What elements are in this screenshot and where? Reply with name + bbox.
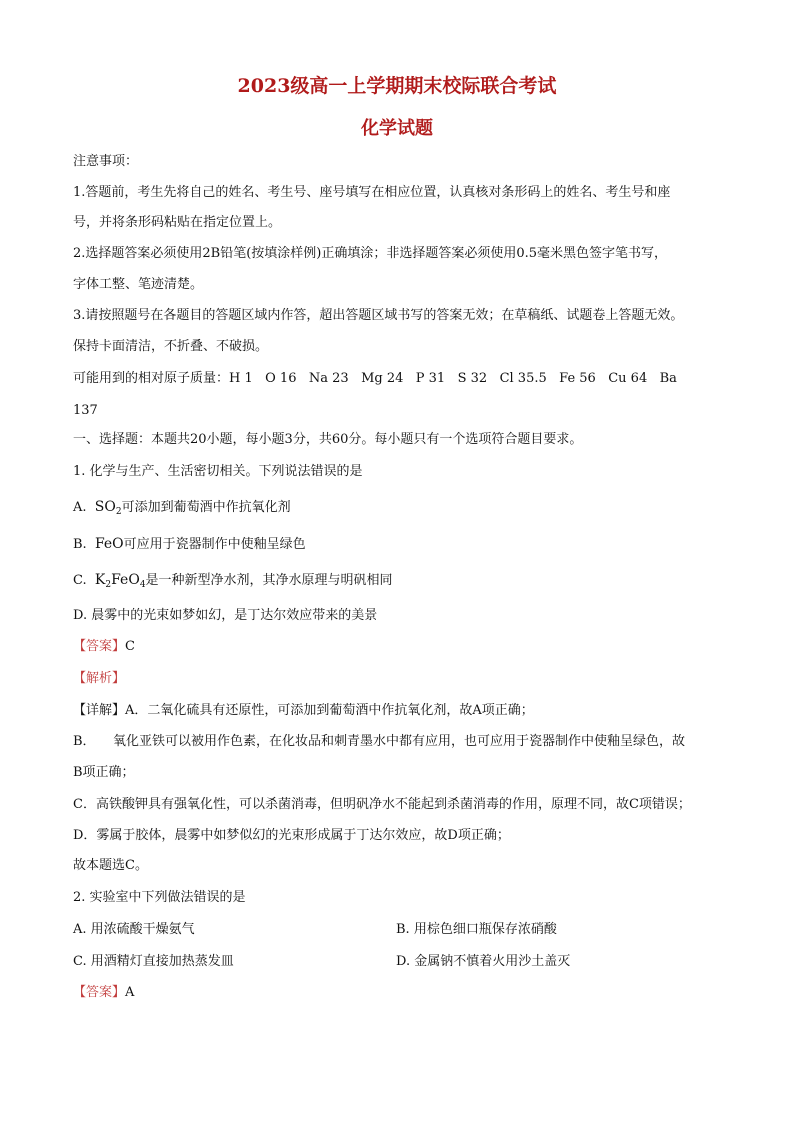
q1-option-a <box>73 498 723 521</box>
q1-detail-d: D．雾属于胶体，晨雾中如梦似幻的光束形成属于丁达尔效应，故D项正确； <box>73 828 510 843</box>
notes-heading: 注意事项： <box>73 154 139 169</box>
q2-option-d: D. 金属钠不慎着火用沙土盖灭 <box>396 954 571 969</box>
answer-value: C <box>125 639 135 654</box>
answer-label: 【答案】 <box>73 985 126 1000</box>
formula-subscript: 2 <box>115 507 122 517</box>
option-text: 是一种新型净水剂，其净水原理与明矾相同 <box>145 573 393 588</box>
section-1-heading: 一、选择题：本题共20小题，每小题3分，共60分。每小题只有一个选项符合题目要求。 <box>73 432 583 447</box>
formula-k2feo4 <box>95 572 146 588</box>
option-text: 可添加到葡萄酒中作抗氧化剂 <box>121 500 291 515</box>
option-text: 可应用于瓷器制作中使釉呈绿色 <box>123 537 306 552</box>
analysis-label: 【解析】 <box>73 671 126 686</box>
formula-o-subscript: 4 <box>139 580 146 590</box>
detail-b-label: B． <box>73 734 96 749</box>
option-prefix: B. <box>73 537 95 552</box>
note-2-line-b: 字体工整、笔迹清楚。 <box>73 277 204 292</box>
detail-text: 氧化亚铁可以被用作色素，在化妆品和刺青墨水中都有应用，也可应用于瓷器制作中使釉呈绿色，故 <box>113 734 686 749</box>
detail-label: 【详解】 <box>73 703 126 718</box>
formula-feo: FeO <box>94 536 124 552</box>
q1-option-c <box>73 571 723 594</box>
q1-conclusion: 故本题选C。 <box>73 858 148 873</box>
formula-feo: FeO <box>111 572 140 588</box>
formula-k: K <box>94 572 106 588</box>
q2-options-row-1 <box>73 921 723 939</box>
q1-detail-a <box>73 702 723 720</box>
note-3-line-a: 3.请按照题号在各题目的答题区域内作答，超出答题区域书写的答案无效；在草稿纸、试题卷上答题无效。 <box>73 308 684 323</box>
q2-option-b: B. 用棕色细口瓶保存浓硝酸 <box>396 922 557 937</box>
note-3-line-b: 保持卡面清洁，不折叠、不破损。 <box>73 339 269 354</box>
q2-answer <box>73 984 723 1002</box>
atomic-mass-line-a: 可能用到的相对原子质量：H 1 O 16 Na 23 Mg 24 P 31 S 32 Cl 35.5 Fe 56 Cu 64 Ba <box>73 371 677 386</box>
answer-value: A <box>125 985 135 1000</box>
q2-stem: 2. 实验室中下列做法错误的是 <box>73 890 246 905</box>
page-title: 2023级高一上学期期末校际联合考试 <box>237 75 557 97</box>
q1-detail-b-line-a <box>73 733 723 751</box>
note-1-line-b: 号，并将条形码粘贴在指定位置上。 <box>73 215 282 230</box>
note-2-line-a: 2.选择题答案必须使用2B铅笔(按填涂样例)正确填涂；非选择题答案必须使用0.5毫米黑色签字笔书写， <box>73 246 668 261</box>
atomic-mass-line-b: 137 <box>73 403 98 418</box>
option-prefix: A. <box>73 500 95 515</box>
answer-label: 【答案】 <box>73 639 126 654</box>
detail-text: A．二氧化硫具有还原性，可添加到葡萄酒中作抗氧化剂，故A项正确； <box>125 703 534 718</box>
q1-option-d: D. 晨雾中的光束如梦如幻，是丁达尔效应带来的美景 <box>73 608 378 623</box>
page-subtitle: 化学试题 <box>361 118 433 139</box>
q1-analysis-label <box>73 670 723 688</box>
q1-detail-b-line-b: B项正确； <box>73 765 135 780</box>
q1-stem: 1. 化学与生产、生活密切相关。下列说法错误的是 <box>73 464 363 479</box>
formula-k-subscript: 2 <box>105 580 112 590</box>
formula-so2 <box>95 499 122 515</box>
q2-options-row-2 <box>73 953 723 971</box>
q2-option-c: C. 用酒精灯直接加热蒸发皿 <box>73 954 234 969</box>
option-prefix: C. <box>73 573 95 588</box>
q1-answer <box>73 638 723 656</box>
q1-detail-c: C．高铁酸钾具有强氧化性，可以杀菌消毒，但明矾净水不能起到杀菌消毒的作用，原理不同，故C项错误； <box>73 797 691 812</box>
note-1-line-a: 1.答题前，考生先将自己的姓名、考生号、座号填写在相应位置，认真核对条形码上的姓名、考生号和座 <box>73 185 671 200</box>
q1-option-b <box>73 535 723 554</box>
formula-main: SO <box>94 499 116 515</box>
q2-option-a: A. 用浓硫酸干燥氨气 <box>73 922 195 937</box>
